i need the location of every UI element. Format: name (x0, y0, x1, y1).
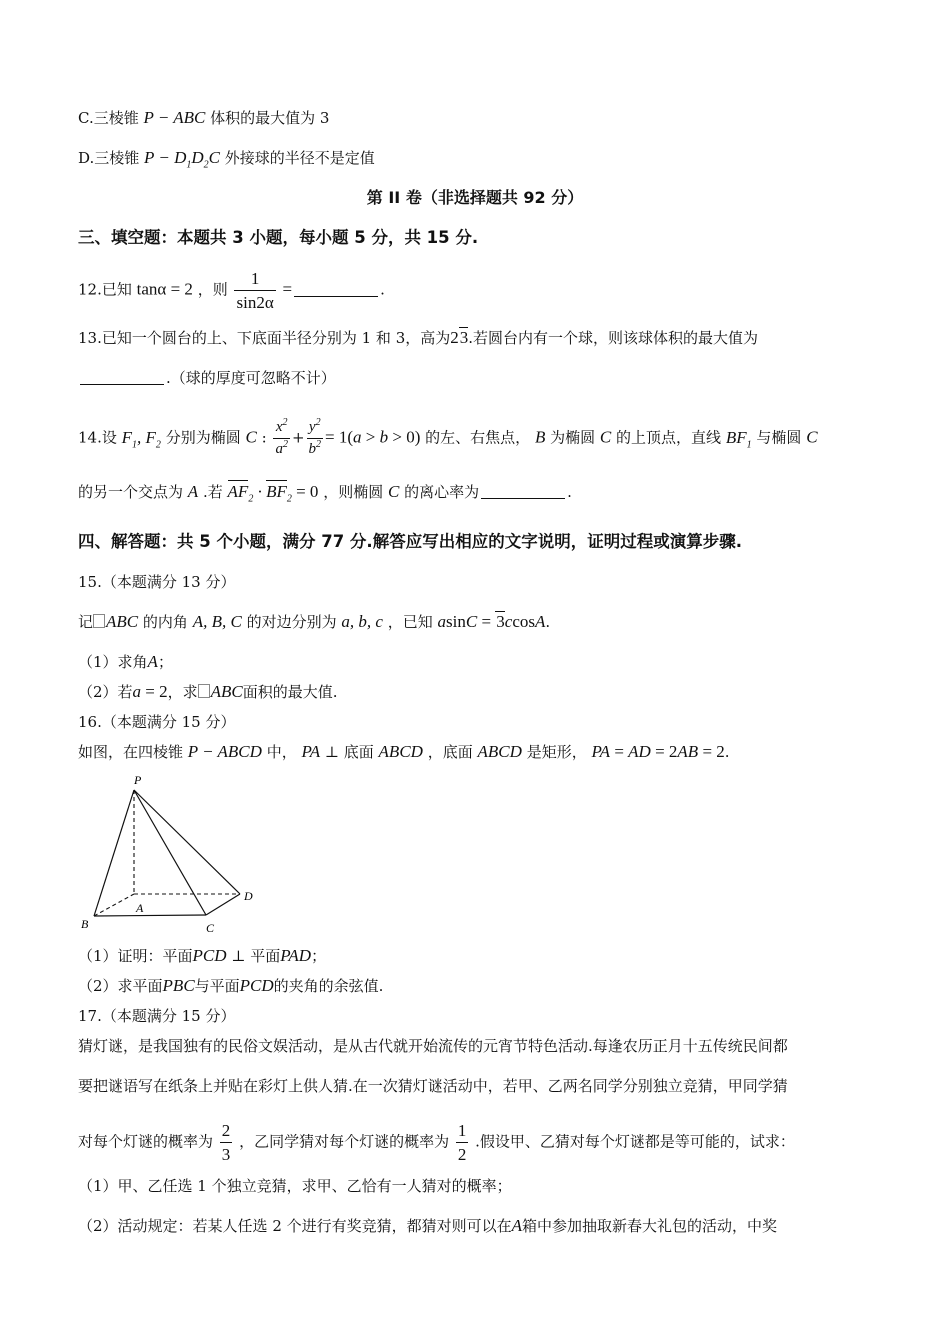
answer-blank (294, 296, 378, 297)
question-17-text: 对每个灯谜的概率为 $\frac{2}{3}$ ，乙同学猜对每个灯谜的概率为 $\frac{1}{2}$ .假设甲、乙猜对每个灯谜都是等可能的，试求： (78, 1121, 795, 1164)
question-16: 如图，在四棱锥 P − ABCD 中， PA ⊥ 底面 ABCD ，底面 ABCD 是矩形， PA = AD = 2AB = 2. (78, 742, 730, 761)
question-16-header: 16.（本题满分 15 分） (78, 713, 236, 731)
question-17-part1: （1）甲、乙任选 1 个独立竞猜，求甲、乙恰有一人猜对的概率； (78, 1177, 512, 1195)
label-d: D (244, 889, 253, 903)
fraction: $\frac{2}{3}$ (221, 1121, 231, 1164)
question-13: 13.已知一个圆台的上、下底面半径分别为 1 和 3，高为23.若圆台内有一个球，则该球体积的最大值为 (78, 328, 759, 347)
pyramid-figure (76, 770, 266, 938)
option-c: C.三棱锥 P − ABC 体积的最大值为 3 (78, 108, 330, 127)
question-16-part1: （1）证明：平面PCD ⊥ 平面PAD； (78, 946, 327, 965)
label-c: C (206, 921, 215, 935)
question-15-part2: （2）若a = 2，求 ABC面积的最大值. (78, 682, 338, 701)
question-12: 12.已知 tanα = 2 ，则 $\frac{1}{\sin 2\alpha}$ = . (78, 269, 385, 312)
question-16-part2: （2）求平面PBC与平面PCD的夹角的余弦值. (78, 976, 384, 995)
triangle-symbol (93, 614, 105, 628)
section-heading: 三、填空题：本题共 3 小题，每小题 5 分，共 15 分. (78, 228, 479, 247)
label-a: A (136, 901, 144, 915)
label-p: P (134, 773, 142, 787)
question-14-line2: 的另一个交点为 A .若 $AF_2 \cdot BF_2 = 0$ ，则椭圆 C 的离心率为 . (78, 482, 572, 505)
fraction: $\frac{1}{2}$ (457, 1121, 467, 1164)
question-17-header: 17.（本题满分 15 分） (78, 1007, 236, 1025)
question-15: 记 ABC 的内角 A, B, C 的对边分别为 a, b, c ，已知 asinC = 3ccosA. (78, 612, 551, 631)
question-15-header: 15.（本题满分 13 分） (78, 573, 236, 591)
answer-blank (481, 498, 565, 499)
option-d: D.三棱锥 $P - D_1D_2C$ 外接球的半径不是定值 (78, 148, 375, 171)
question-17-text: 猜灯谜，是我国独有的民俗文娱活动，是从古代就开始流传的元宵节特色活动.每逢农历正月十五传统民间都 (78, 1037, 788, 1055)
question-17-part2: （2）活动规定：若某人任选 2 个进行有奖竞猜，都猜对则可以在A箱中参加抽取新春大礼包的活动，中奖 (78, 1216, 778, 1235)
fraction: $\frac{x^2}{a^2}$ (275, 417, 288, 457)
question-13-line2: .（球的厚度可忽略不计） (78, 368, 336, 388)
fraction: $\frac{y^2}{b^2}$ (308, 417, 322, 457)
question-14: 14.设 $F_1$, $F_2$ 分别为椭圆 C : $\frac{x^2}{a^2}$ + $\frac{y^2}{b^2}$ = 1(a > b > 0) 的左、右焦点， B 为椭圆 C 的上顶点，直线 $BF_1$ 与椭圆 C (78, 417, 818, 457)
label-b: B (81, 917, 89, 931)
answer-blank (80, 384, 164, 385)
part-title: 第 II 卷（非选择题共 92 分） (366, 188, 584, 207)
math: tanα = 2 (136, 279, 193, 299)
fraction: $\frac{1}{\sin 2\alpha}$ (236, 269, 274, 312)
math: P − ABC (143, 108, 206, 127)
section-heading: 四、解答题：共 5 个小题，满分 77 分.解答应写出相应的文字说明，证明过程或演算步骤. (78, 532, 742, 551)
triangle-symbol (198, 684, 210, 698)
math: $P - D_1D_2C$ (144, 148, 220, 171)
question-17-text: 要把谜语写在纸条上并贴在彩灯上供人猜.在一次猜灯谜活动中，若甲、乙两名同学分别独立竞猜，甲同学猜 (78, 1077, 788, 1095)
question-15-part1: （1）求角A； (78, 652, 173, 671)
